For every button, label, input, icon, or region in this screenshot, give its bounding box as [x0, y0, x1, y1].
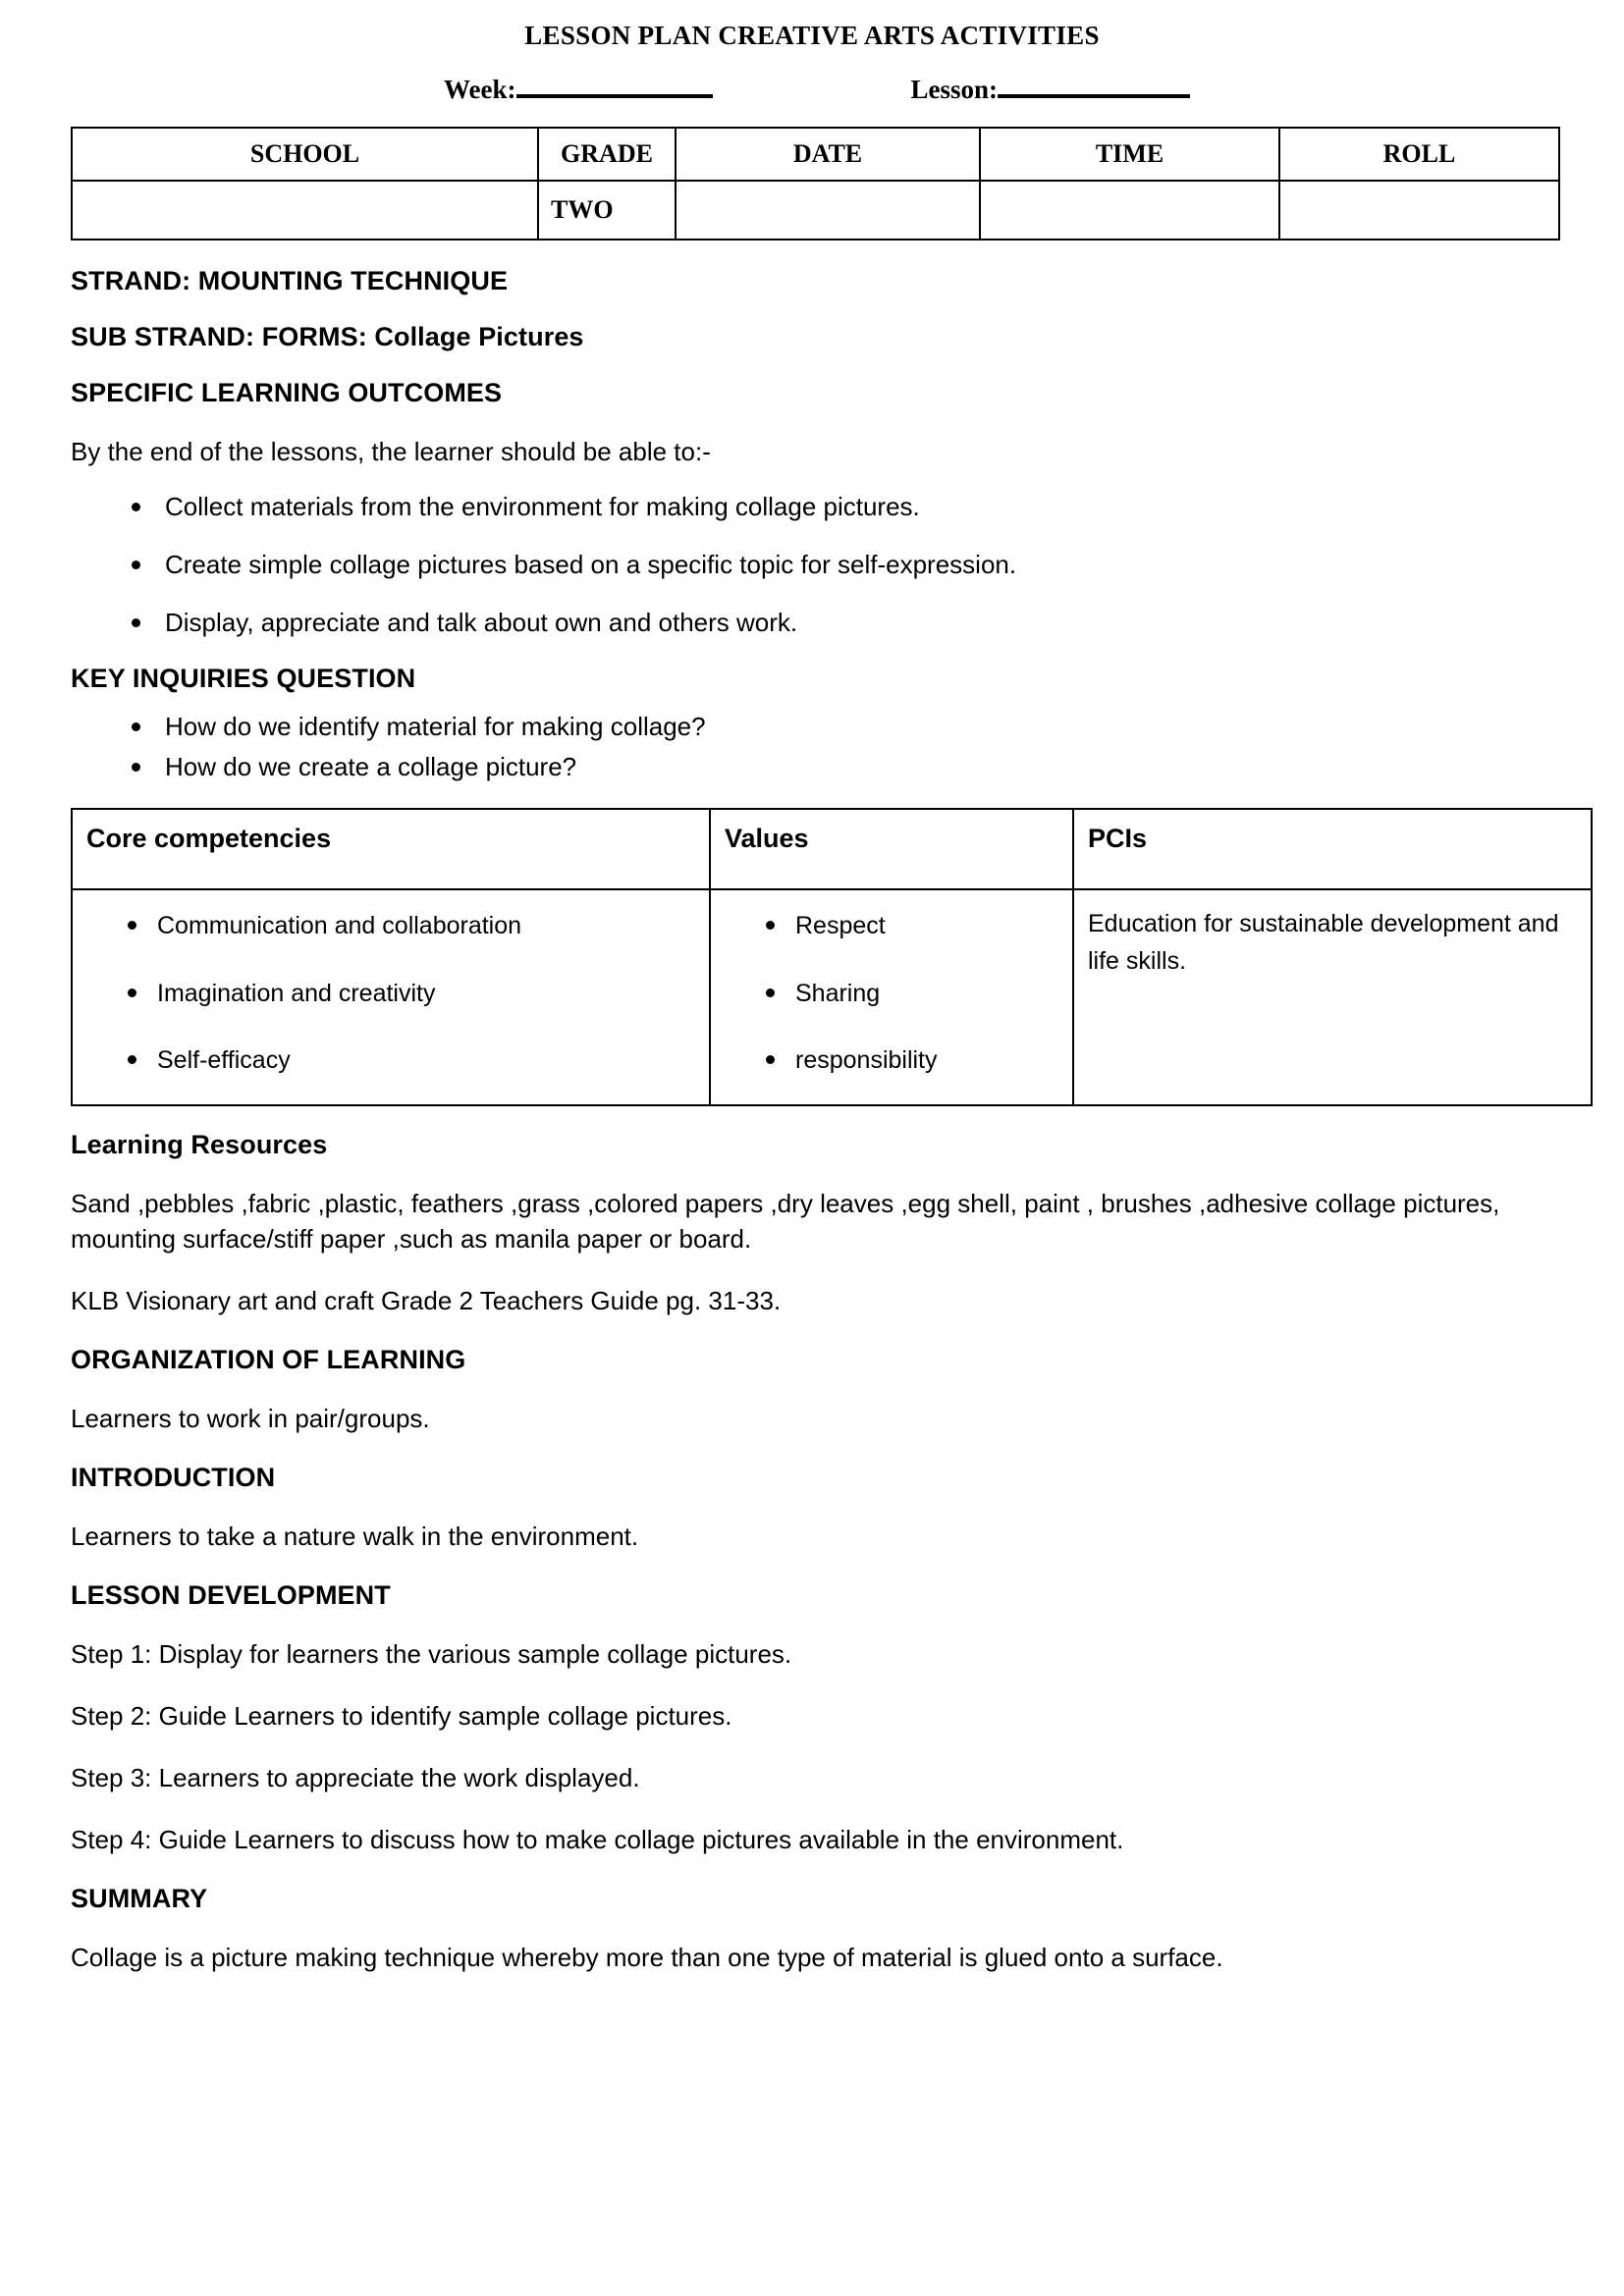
- value-school[interactable]: [72, 181, 538, 240]
- competencies-table-header-row: [72, 809, 1592, 889]
- list-item: How do we create a collage picture?: [116, 750, 1624, 784]
- summary-heading: SUMMARY: [71, 1883, 208, 1913]
- values-list: [725, 910, 1058, 1077]
- week-label: Week:: [444, 74, 516, 104]
- cell-core-competencies: [72, 889, 710, 1105]
- list-item: Imagination and creativity: [120, 978, 695, 1010]
- lesson-label: Lesson:: [910, 74, 999, 104]
- learning-resources-materials: Sand ,pebbles ,fabric ,plastic, feathers ,grass ,colored papers ,dry leaves ,egg shell, paint , brushes ,adhesive collage pictures, mounting surface/stiff paper ,such as manila paper or board.: [71, 1188, 1500, 1255]
- competencies-values-pcis-table: [71, 808, 1593, 1106]
- list-item: responsibility: [758, 1044, 1058, 1077]
- organization-of-learning-heading: ORGANIZATION OF LEARNING: [71, 1345, 466, 1375]
- list-item: Sharing: [758, 978, 1058, 1010]
- week-blank-field[interactable]: [516, 94, 713, 98]
- week-lesson-row: [0, 75, 1624, 105]
- introduction-text: Learners to take a nature walk in the environment.: [71, 1522, 639, 1552]
- column-header-grade: GRADE: [538, 128, 676, 181]
- column-header-core-competencies: Core competencies: [72, 809, 710, 889]
- list-item: How do we identify material for making collage?: [116, 710, 1624, 744]
- specific-learning-outcomes-heading: SPECIFIC LEARNING OUTCOMES: [71, 377, 503, 407]
- strand-heading: STRAND: MOUNTING TECHNIQUE: [71, 265, 509, 295]
- key-inquiries-heading: KEY INQUIRIES QUESTION: [71, 663, 416, 693]
- value-time[interactable]: [980, 181, 1279, 240]
- key-inquiries-list: [0, 710, 1624, 784]
- list-item: Communication and collaboration: [120, 910, 695, 942]
- organization-of-learning-text: Learners to work in pair/groups.: [71, 1404, 430, 1434]
- list-item: Self-efficacy: [120, 1044, 695, 1077]
- lesson-development-heading: LESSON DEVELOPMENT: [71, 1580, 391, 1611]
- learning-outcomes-list: [0, 490, 1624, 640]
- summary-text: Collage is a picture making technique whereby more than one type of material is glued onto a surface.: [71, 1942, 1223, 1972]
- learning-resources-heading: Learning Resources: [71, 1129, 328, 1159]
- column-header-pcis: PCIs: [1073, 809, 1592, 889]
- header-table-header-row: [72, 128, 1559, 181]
- column-header-school: SCHOOL: [72, 128, 538, 181]
- core-competencies-list: [86, 910, 695, 1077]
- cell-pcis: [1073, 889, 1592, 1105]
- cell-values: [710, 889, 1073, 1105]
- lesson-step: Step 2: Guide Learners to identify sample collage pictures.: [71, 1701, 732, 1731]
- lesson-blank-field[interactable]: [998, 94, 1190, 98]
- lesson-step: Step 3: Learners to appreciate the work displayed.: [71, 1762, 640, 1792]
- list-item: Respect: [758, 910, 1058, 942]
- list-item: Collect materials from the environment for making collage pictures.: [116, 490, 1624, 524]
- competencies-table-body-row: [72, 889, 1592, 1105]
- column-header-values: Values: [710, 809, 1073, 889]
- pcis-text: Education for sustainable development and life skills.: [1088, 910, 1559, 975]
- lesson-step: Step 1: Display for learners the various sample collage pictures.: [71, 1639, 792, 1670]
- outcomes-intro-text: By the end of the lessons, the learner should be able to:-: [71, 436, 711, 466]
- list-item: Display, appreciate and talk about own and others work.: [116, 606, 1624, 640]
- header-info-table: [71, 127, 1560, 240]
- list-item: Create simple collage pictures based on a specific topic for self-expression.: [116, 548, 1624, 582]
- document-title: LESSON PLAN CREATIVE ARTS ACTIVITIES: [524, 21, 1100, 50]
- introduction-heading: INTRODUCTION: [71, 1463, 276, 1493]
- column-header-date: DATE: [676, 128, 980, 181]
- learning-resources-reference: KLB Visionary art and craft Grade 2 Teachers Guide pg. 31-33.: [71, 1286, 782, 1316]
- lesson-step: Step 4: Guide Learners to discuss how to make collage pictures available in the environment.: [71, 1824, 1124, 1854]
- value-grade[interactable]: TWO: [538, 181, 676, 240]
- sub-strand-heading: SUB STRAND: FORMS: Collage Pictures: [71, 321, 584, 351]
- header-table-value-row: [72, 181, 1559, 240]
- column-header-roll: ROLL: [1279, 128, 1559, 181]
- column-header-time: TIME: [980, 128, 1279, 181]
- value-date[interactable]: [676, 181, 980, 240]
- value-roll[interactable]: [1279, 181, 1559, 240]
